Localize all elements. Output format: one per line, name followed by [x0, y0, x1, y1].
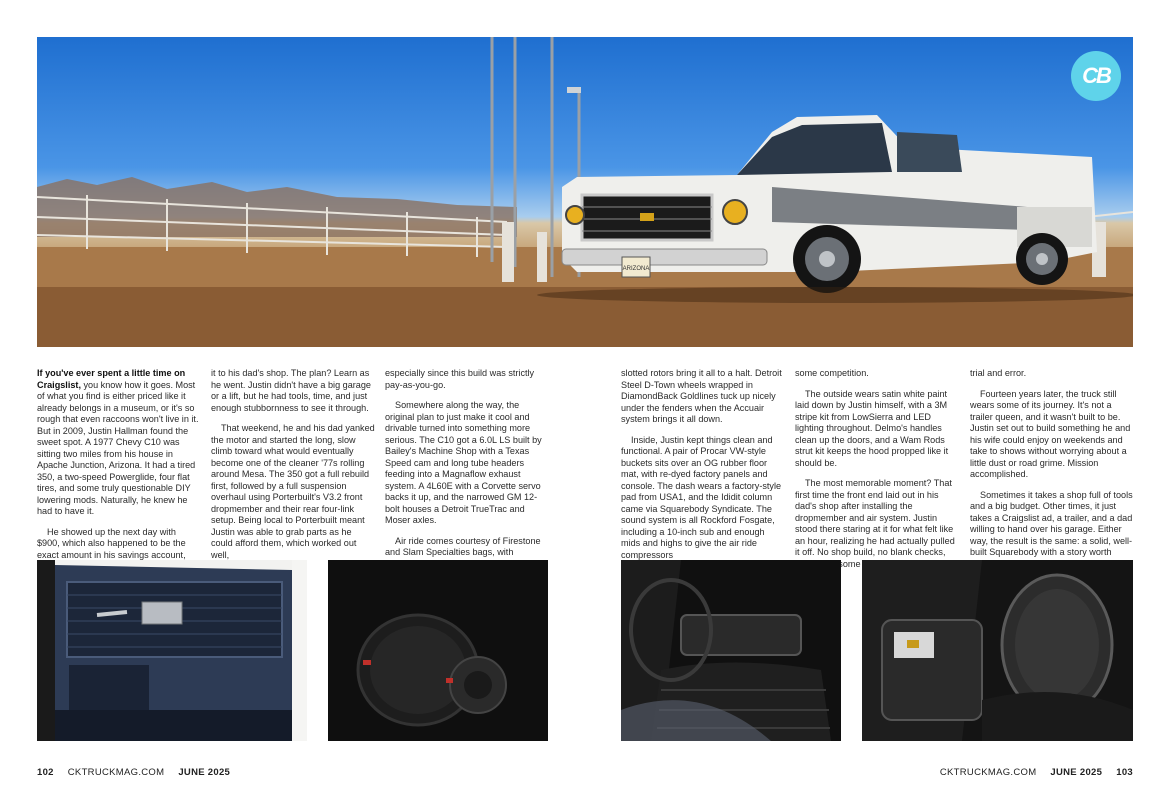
speaker-photo [328, 560, 548, 741]
console-badge-photo [862, 560, 1133, 741]
article-paragraph [37, 368, 201, 518]
article-lead: If you've ever spent a little time on Craigslist, [37, 368, 186, 390]
article-paragraph: That weekend, he and his dad yanked the motor and started the long, slow climb toward what would eventually become one of the cleaner '77s rolling around Mesa. The 350 got a full rebuild first, followed by a full suspension overhaul using Porterbuilt's V3.2 front dropmember and their rear four-link setup. Being local to Porterbuilt meant Justin was able to grab parts as he could afford them, which worked out well, [211, 423, 375, 560]
article-paragraph: especially since this build was strictly pay-as-you-go. [385, 368, 535, 390]
article-paragraph: slotted rotors bring it all to a halt. Detroit Steel D-Town wheels wrapped in DiamondBack Goldlines tuck up nicely under the fenders when the Accuair system brings it all down. [621, 368, 782, 424]
article-column-3 [385, 368, 549, 591]
article-paragraph: Inside, Justin kept things clean and functional. A pair of Procar VW-style buckets sits over an OG rubber floor mat, with re-dyed factory panels and console. The dash wears a factory-style pad from USA1, and the Ididit column came via Squarebody Syndicate. The sound system is all Rockford Fosgate, including a 10-inch sub and enough mids and highs to give the air ride compressors [621, 434, 782, 560]
door-panel-photo [37, 560, 307, 741]
article-column-1 [37, 368, 201, 582]
article-paragraph: Air ride comes courtesy of Firestone and Slam Specialties bags, with [385, 535, 541, 557]
article-paragraph: it to his dad's shop. The plan? Learn as he went. Justin didn't have a big garage or a lift, but he had tools, time, and just enough stubbornness to see it through. [211, 368, 371, 413]
article-paragraph: The outside wears satin white paint laid down by Justin himself, with a 3M stripe kit from LowSierra and LED lighting throughout. Delmo's handles clean up the doors, and a Wam Rods strut kit keeps the hood propped like it should be. [795, 388, 949, 468]
footer-site-left[interactable]: CKTRUCKMAG.COM [67, 767, 165, 778]
article-paragraph: trial and error. [970, 368, 1027, 378]
license-plate-text: ARIZONA [622, 266, 650, 272]
page-number-left: 102 [37, 767, 54, 778]
article-paragraph: Fourteen years later, the truck still wears some of its journey. It's not a trailer queen, and it wasn't built to be. Justin set out to build something he and his wife could enjoy on weekends and take to shows without worrying about a little dust or road grime. Mission accomplished. [970, 388, 1131, 479]
footer-issue-left: JUNE 2025 [178, 767, 231, 778]
article-column-2 [211, 368, 375, 570]
article-paragraph: He showed up the next day with $900, which also happened to be the exact amount in his savings account, [37, 526, 186, 560]
article-paragraph: some competition. [795, 368, 869, 378]
hero-photo [37, 37, 1133, 347]
article-column-4 [621, 368, 785, 570]
article-lead-rest: you know how it goes. Most of what you find is either priced like it already belongs in a museum, or it's so rough that even raccoons won't live in it. But in 2009, Justin Hallman found the sweet spot. A 1977 Chevy C10 was sitting two miles from his house in Apache Junction, Arizona. It had a tired 350, a two-speed Powerglide, four flat tires, and some truly questionable DIY lowering mods. Naturally, he knew he had to have it. [37, 379, 199, 516]
article-paragraph: Somewhere along the way, the original plan to just make it cool and drivable turned into something more serious. The C10 got a 6.0L LS built by Bailey's Machine Shop with a Texas Speed cam and long tube headers feeding into a Magnaflow exhaust system. A 4L60E with a Corvette servo backs it up, and the narrowed GM 12-bolt houses a Detroit TrueTrac and Moser axles. [385, 400, 542, 525]
footer-right [940, 767, 1133, 778]
article-paragraph: The most memorable moment? That first time the front end laid out in his dad's shop after installing the dropmember and air system. Justin stood there staring at it for what felt like an hour, realizing he had actually pulled it off. No shop build, no blank checks, some [795, 478, 955, 569]
interior-seat-photo [621, 560, 841, 741]
footer-site-right[interactable]: CKTRUCKMAG.COM [939, 767, 1037, 778]
hero-truck-illustration [37, 37, 1133, 347]
magazine-logo-badge: CB [1071, 51, 1121, 101]
footer-issue-right: JUNE 2025 [1050, 767, 1103, 778]
article-column-5 [795, 368, 959, 579]
footer-left [37, 767, 230, 778]
page-number-right: 103 [1116, 767, 1133, 778]
article-paragraph: Sometimes it takes a shop full of tools and a big budget. Other times, it just takes a Craigslist ad, a trailer, and a dad willing to hand over his garage. Either way, the result is the same: a solid, well-built Squarebody with a story worth [970, 489, 1133, 557]
article-column-6 [970, 368, 1134, 579]
